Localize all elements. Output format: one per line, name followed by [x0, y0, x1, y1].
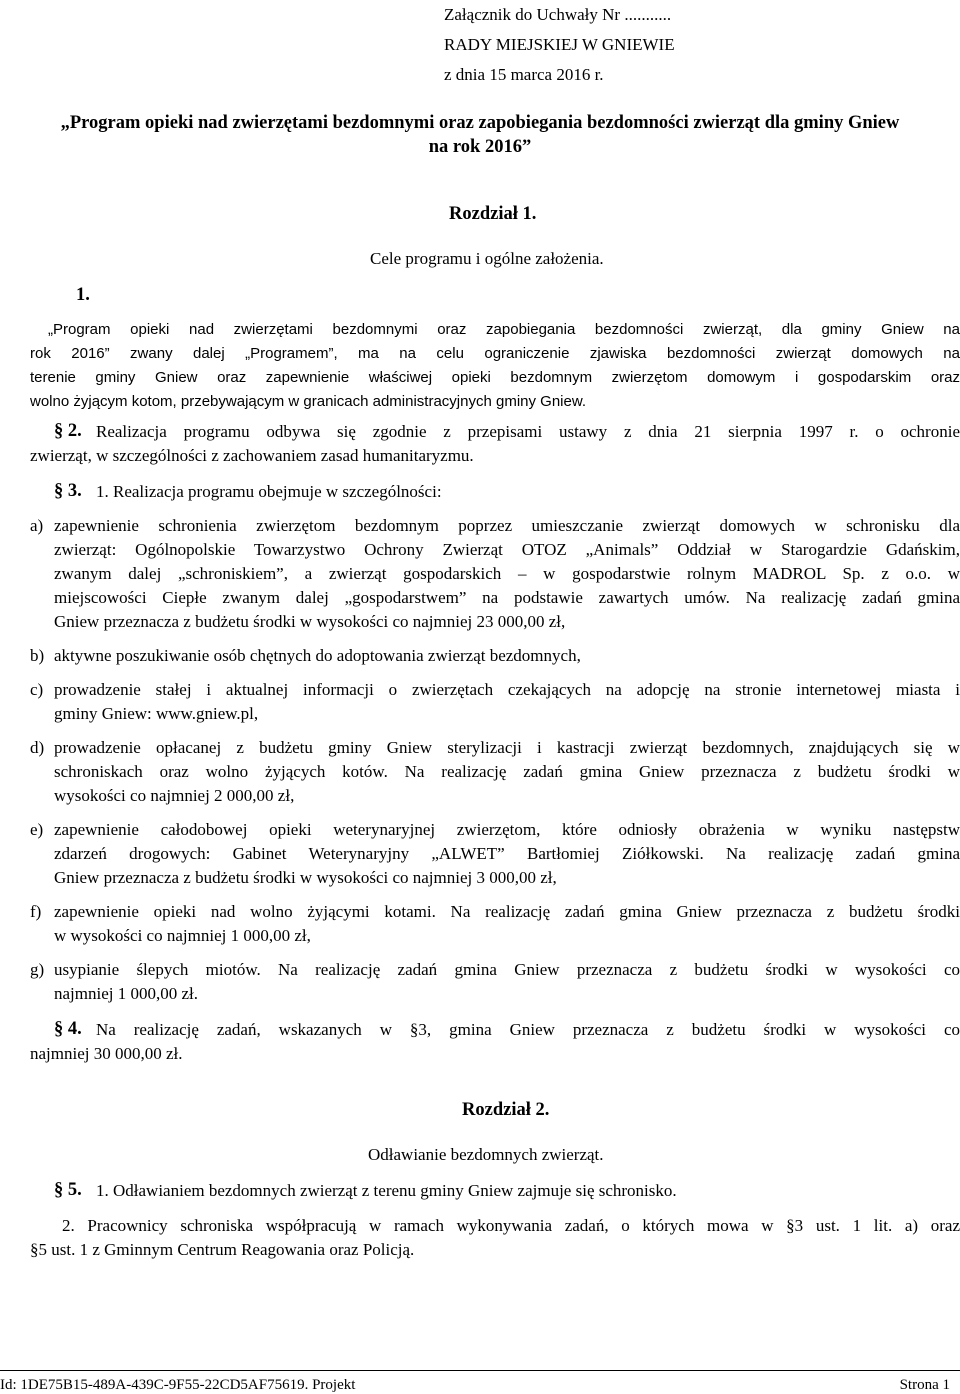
section-4-marker: § 4. [54, 1019, 82, 1039]
list-item-line: prowadzenie opłacanej z budżetu gminy Gniew sterylizacji i kastracji zwierząt bezdomnych, znajdujących się w [54, 738, 960, 757]
list-item-label: b) [30, 646, 45, 665]
list-item-line: Gniew przeznacza z budżetu środki w wysokości co najmniej 3 000,00 zł, [54, 868, 557, 887]
paragraph-4-line: Na realizację zadań, wskazanych w §3, gmina Gniew przeznacza z budżetu środki w wysokości co [96, 1020, 960, 1039]
section-3-marker: § 3. [54, 481, 82, 501]
list-item-line: zwanym dalej „schroniskiem”, a zwierząt gospodarskich – w gospodarstwie rolnym MADROL Sp. z o.o. w [54, 564, 960, 583]
paragraph-1-line: „Program opieki nad zwierzętami bezdomnymi oraz zapobiegania bezdomności zwierząt, dla gminy Gniew na [48, 321, 960, 338]
section-2-marker: § 2. [54, 421, 82, 441]
chapter-1-heading: Rozdział 1. [449, 204, 537, 224]
list-item-label: c) [30, 680, 44, 699]
header-attachment-line: Załącznik do Uchwały Nr ........... [444, 5, 672, 24]
paragraph-4-line: najmniej 30 000,00 zł. [30, 1044, 183, 1063]
paragraph-2-line: zwierząt, w szczególności z zachowaniem zasad humanitaryzmu. [30, 446, 474, 465]
list-item-line: prowadzenie stałej i aktualnej informacji o zwierzętach czekających na adopcję na stronie internetowej miasta i [54, 680, 960, 699]
chapter-1-subtitle: Cele programu i ogólne założenia. [370, 249, 604, 268]
list-item-line: zapewnienie schronienia zwierzętom bezdomnym poprzez umieszczanie zwierząt domowych w schronisku dla [54, 516, 960, 535]
footer-page-number: Strona 1 [899, 1377, 950, 1393]
list-item-label: f) [30, 902, 42, 921]
list-item-line: schroniskach oraz wolno żyjących kotów. Na realizację zadań gmina Gniew przeznacza z budżetu środki w [54, 762, 960, 781]
list-item-line: usypianie ślepych miotów. Na realizację zadań gmina Gniew przeznacza z budżetu środki w wysokości co [54, 960, 960, 979]
list-item-line: w wysokości co najmniej 1 000,00 zł, [54, 926, 311, 945]
list-item-line: aktywne poszukiwanie osób chętnych do adoptowania zwierząt bezdomnych, [54, 646, 581, 665]
list-item-label: d) [30, 738, 45, 757]
list-item-line: miejscowości Ciepłe zwanym dalej „gospodarstwem” na podstawie zawartych umów. Na realizację zadań gmina [54, 588, 960, 607]
paragraph-1-line: wolno żyjącym kotom, przebywającym w granicach administracyjnych gminy Gniew. [30, 393, 587, 410]
list-item-line: Gniew przeznacza z budżetu środki w wysokości co najmniej 23 000,00 zł, [54, 612, 566, 631]
paragraph-2-line: Realizacja programu odbywa się zgodnie z przepisami ustawy z dnia 21 sierpnia 1997 r. o ochronie [96, 422, 960, 441]
chapter-2-heading: Rozdział 2. [462, 1100, 550, 1120]
list-item-label: g) [30, 960, 45, 979]
list-item-line: zapewnienie opieki nad wolno żyjącymi kotami. Na realizację zadań gmina Gniew przeznacza z budżetu środki [54, 902, 960, 921]
section-1-marker: 1. [76, 285, 90, 305]
paragraph-5-2-line: 2. Pracownicy schroniska współpracują w ramach wykonywania zadań, o których mowa w §3 ust. 1 lit. a) oraz [62, 1216, 960, 1235]
footer-divider [0, 1370, 960, 1371]
chapter-2-subtitle: Odławianie bezdomnych zwierząt. [368, 1145, 604, 1164]
paragraph-3-intro: 1. Realizacja programu obejmuje w szczególności: [96, 482, 442, 501]
list-item-label: e) [30, 820, 44, 839]
document-title-line1: „Program opieki nad zwierzętami bezdomnymi oraz zapobiegania bezdomności zwierząt dla gminy Gniew [60, 113, 900, 133]
paragraph-5-2-line: §5 ust. 1 z Gminnym Centrum Reagowania oraz Policją. [30, 1240, 415, 1259]
list-item-line: zwierząt: Ogólnopolskie Towarzystwo Ochrony Zwierząt OTOZ „Animals” Oddział w Starogardzie Gdańskim, [54, 540, 960, 559]
header-date-line: z dnia 15 marca 2016 r. [444, 65, 604, 84]
section-5-marker: § 5. [54, 1180, 82, 1200]
document-title-line2: na rok 2016” [428, 137, 532, 157]
list-item-line: zdarzeń drogowych: Gabinet Weterynaryjny „ALWET” Bartłomiej Ziółkowski. Na realizację zadań gmina [54, 844, 960, 863]
paragraph-1-line: rok 2016” zwany dalej „Programem”, ma na celu ograniczenie zjawiska bezdomności zwierząt domowych na [30, 345, 960, 362]
list-item-label: a) [30, 516, 44, 535]
list-item-line: najmniej 1 000,00 zł. [54, 984, 199, 1003]
header-council-line: RADY MIEJSKIEJ W GNIEWIE [444, 35, 675, 54]
list-item-line: gminy Gniew: www.gniew.pl, [54, 704, 259, 723]
list-item-line: zapewnienie całodobowej opieki weterynaryjnej zwierzętom, które odniosły obrażenia w wyniku następstw [54, 820, 960, 839]
list-item-line: wysokości co najmniej 2 000,00 zł, [54, 786, 295, 805]
paragraph-1-line: terenie gminy Gniew oraz zapewnienie właściwej opieki bezdomnym zwierzętom domowym i gospodarskim oraz [30, 369, 960, 386]
paragraph-5-line: 1. Odławianiem bezdomnych zwierząt z terenu gminy Gniew zajmuje się schronisko. [96, 1181, 677, 1200]
footer-document-id: Id: 1DE75B15-489A-439C-9F55-22CD5AF75619. Projekt [0, 1377, 356, 1393]
